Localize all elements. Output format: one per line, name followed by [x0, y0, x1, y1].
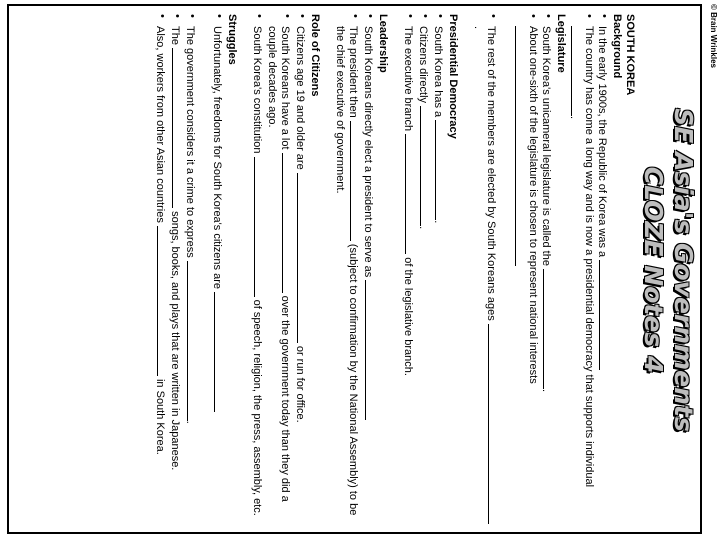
presidential-text-2: Citizens directly: [417, 26, 429, 104]
punctuation: .: [568, 116, 580, 120]
fill-blank[interactable]: [435, 120, 446, 220]
struggles-text-4b: in South Korea.: [154, 378, 166, 455]
title-line-1: SE Asia's Governments: [669, 108, 698, 432]
struggles-text-2: The government considers it a crime to express: [184, 26, 196, 258]
fill-blank[interactable]: [214, 292, 225, 412]
list-item: [401, 14, 416, 524]
fill-blank[interactable]: [405, 134, 416, 254]
list-item: [416, 14, 431, 524]
list-item: [333, 14, 361, 524]
fill-blank[interactable]: [571, 26, 582, 116]
presidential-text-3: The executive branch: [402, 26, 414, 132]
legislature-text-2: About one-sixth of the legislature is chosen to represent national interests: [527, 26, 539, 384]
role-text-2: South Koreans have a lot: [279, 26, 291, 150]
list-item: [265, 14, 293, 524]
role-text-3b: of speech, religion, the press, assembly, etc.: [251, 299, 263, 516]
background-heading: Background: [611, 14, 623, 79]
struggles-text-1: Unfortunately, freedoms for South Korea's citizens are: [211, 26, 223, 289]
fill-blank[interactable]: [420, 106, 431, 226]
role-heading: Role of Citizens: [309, 14, 321, 97]
presidential-heading: Presidential Democracy: [447, 14, 459, 139]
role-text-2b: over the government today than they did a couple decades ago.: [266, 26, 291, 502]
background-text-2: The country has come a long way and is now a presidential democracy that supports individual: [583, 26, 595, 488]
struggles-text-3: The: [169, 26, 181, 45]
list-item: [293, 14, 308, 524]
fill-blank[interactable]: [365, 280, 376, 420]
list-item: [153, 14, 168, 524]
list-item: [471, 14, 499, 524]
fill-blank[interactable]: [543, 269, 554, 389]
list-item: [511, 14, 539, 524]
fill-blank[interactable]: [282, 153, 293, 293]
list-item: [183, 14, 198, 524]
fill-blank[interactable]: [488, 324, 499, 524]
role-text-1b: or run for office.: [294, 345, 306, 423]
title-line-2: CLOZE Notes 4: [639, 166, 668, 374]
country-heading: SOUTH KOREA: [624, 14, 636, 96]
legislature-text-3: The rest of the members are elected by South Koreans ages: [485, 26, 497, 321]
role-text-3: South Korea's constitution: [251, 26, 263, 154]
struggles-heading: Struggles: [226, 14, 238, 65]
leadership-text-1: South Koreans directly elect a president to serve as: [362, 26, 374, 278]
presidential-text-3b: of the legislative branch.: [402, 257, 414, 376]
fill-blank[interactable]: [157, 226, 168, 376]
notes-content: [153, 14, 636, 524]
punctuation: .: [432, 220, 444, 224]
fill-blank[interactable]: [172, 48, 183, 208]
role-text-1: Citizens age 19 and older are: [294, 26, 306, 170]
leadership-heading: Leadership: [377, 14, 389, 73]
fill-blank[interactable]: [254, 157, 265, 297]
fill-blank[interactable]: [350, 121, 361, 241]
fill-blank[interactable]: [297, 173, 308, 343]
punctuation: .: [184, 420, 196, 424]
presidential-text-1: South Korea has a: [432, 26, 444, 118]
legislature-heading: Legislature: [555, 14, 567, 73]
background-text-1: In the early 1900s, the Republic of Korea was a: [596, 26, 608, 258]
list-item: [361, 14, 376, 524]
legislature-text-1: South Korea's unicameral legislature is called the: [540, 26, 552, 266]
list-item: [210, 14, 225, 524]
fill-blank[interactable]: [187, 261, 198, 421]
fill-blank[interactable]: [515, 26, 526, 266]
list-item: [431, 14, 446, 524]
list-item: [567, 14, 595, 524]
punctuation: .: [417, 226, 429, 230]
punctuation: .: [472, 26, 484, 30]
struggles-text-4: Also, workers from other Asian countries: [154, 26, 166, 223]
list-item: [168, 14, 183, 524]
copyright-notice: © Brain Wrinkles: [709, 4, 718, 68]
leadership-text-2: The president then: [347, 26, 359, 118]
leadership-text-2b: (subject to confirmation by the National Assembly) to be the chief executive of government.: [334, 26, 359, 516]
list-item: [595, 14, 610, 524]
fill-blank[interactable]: [599, 260, 610, 370]
struggles-text-3b: songs, books, and plays that are written in Japanese.: [169, 211, 181, 471]
list-item: [539, 14, 554, 524]
punctuation: .: [540, 389, 552, 393]
list-item: [250, 14, 265, 524]
